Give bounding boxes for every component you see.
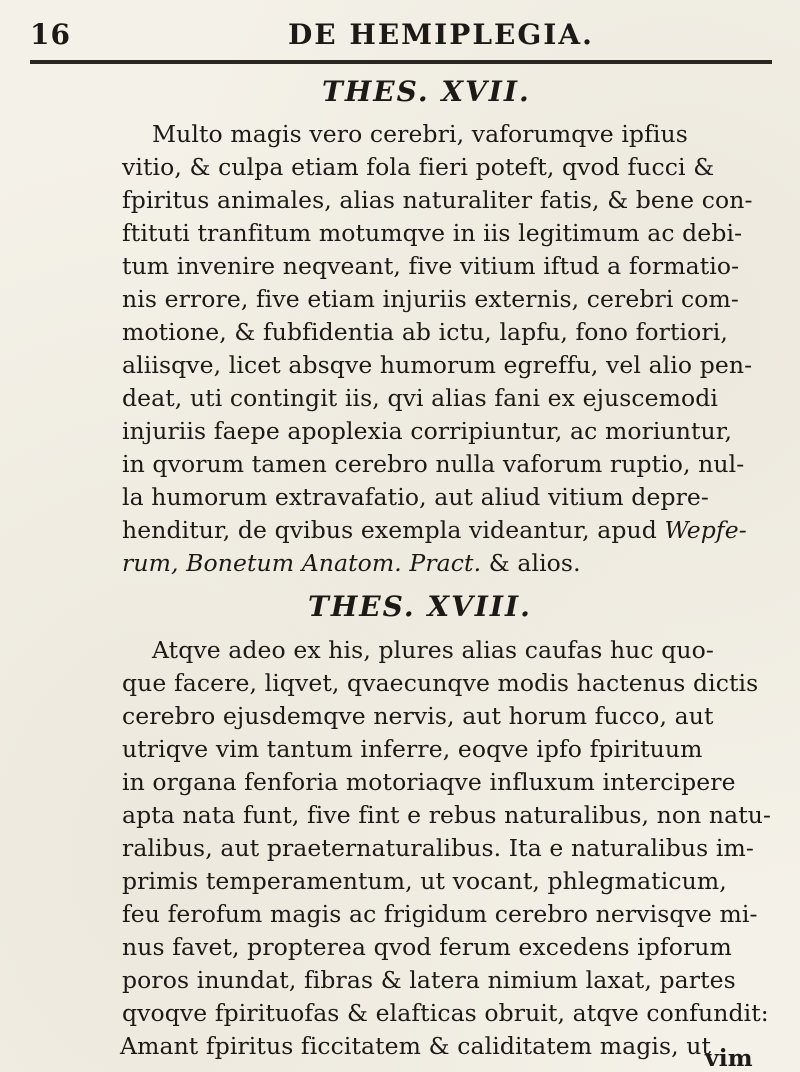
thesis-17-line-6: nis errore, five etiam injuriis externis, cerebri com- — [122, 285, 739, 313]
thesis-18-line-9: feu ferofum magis ac frigidum cerebro nervisqve mi- — [122, 900, 758, 928]
thesis-17-line-1: Multo magis vero cerebri, vaforumqve ipfius — [152, 120, 688, 148]
thesis-18-line-1: Atqve adeo ex his, plures alias caufas huc quo- — [152, 636, 714, 664]
citation-wepfer-end: rum, — [122, 549, 179, 577]
thesis-17-line-9: deat, uti contingit iis, qvi alias fani ex ejuscemodi — [122, 384, 719, 412]
citation-tail: & alios. — [488, 549, 581, 577]
thesis-17-line-13-text: henditur, de qvibus exempla videantur, apud — [122, 516, 657, 544]
thesis-18-line-10: nus favet, propterea qvod ferum excedens ipforum — [122, 933, 732, 961]
thesis-17-line-2: vitio, & culpa etiam fola fieri poteft, qvod fucci & — [122, 153, 715, 181]
catchword: vim — [705, 1044, 753, 1072]
thesis-18-line-13: Amant fpiritus ficcitatem & caliditatem magis, ut — [120, 1032, 712, 1060]
thesis-18-line-5: in organa fenforia motoriaqve influxum intercipere — [122, 768, 736, 796]
thesis-17-line-3: fpiritus animales, alias naturaliter fatis, & bene con- — [122, 186, 753, 214]
thesis-18-line-4: utriqve vim tantum inferre, eoqve ipfo fpirituum — [122, 735, 703, 763]
thesis-17-line-8: aliisqve, licet absqve humorum egreffu, vel alio pen- — [122, 351, 753, 379]
thesis-17-heading: THES. XVII. — [322, 75, 531, 108]
thesis-17-line-10: injuriis faepe apoplexia corripiuntur, ac moriuntur, — [122, 417, 733, 445]
thesis-18-line-2: que facere, liqvet, qvaecunqve modis hactenus dictis — [122, 669, 759, 697]
thesis-17-line-5: tum invenire neqveant, five vitium iftud a formatio- — [122, 252, 740, 280]
thesis-17-line-13 — [122, 516, 747, 544]
page-number: 16 — [30, 18, 71, 51]
citation-wepfer: Wepfe- — [664, 516, 747, 544]
thesis-17-line-4: ftituti tranfitum motumqve in iis legitimum ac debi- — [122, 219, 743, 247]
thesis-17-line-12: la humorum extravafatio, aut aliud vitium depre- — [122, 483, 709, 511]
thesis-17-line-14 — [122, 549, 581, 577]
citation-bonetus: Bonetum Anatom. Pract. — [186, 549, 482, 577]
thesis-18-line-7: ralibus, aut praeternaturalibus. Ita e naturalibus im- — [122, 834, 754, 862]
thesis-18-line-6: apta nata funt, five fint e rebus naturalibus, non natu- — [122, 801, 772, 829]
thesis-18-line-8: primis temperamentum, ut vocant, phlegmaticum, — [122, 867, 727, 895]
thesis-18-line-11: poros inundat, fibras & latera nimium laxat, partes — [122, 966, 736, 994]
thesis-18-line-12: qvoqve fpirituofas & elafticas obruit, atqve confundit: — [122, 999, 769, 1027]
thesis-17-line-11: in qvorum tamen cerebro nulla vaforum ruptio, nul- — [122, 450, 745, 478]
thesis-18-line-3: cerebro ejusdemqve nervis, aut horum fucco, aut — [122, 702, 714, 730]
thesis-17-line-7: motione, & fubfidentia ab ictu, lapfu, fono fortiori, — [122, 318, 728, 346]
page-header — [30, 18, 775, 62]
header-rule — [30, 60, 772, 64]
thesis-18-heading: THES. XVIII. — [308, 590, 532, 623]
running-title: DE HEMIPLEGIA. — [288, 18, 594, 51]
